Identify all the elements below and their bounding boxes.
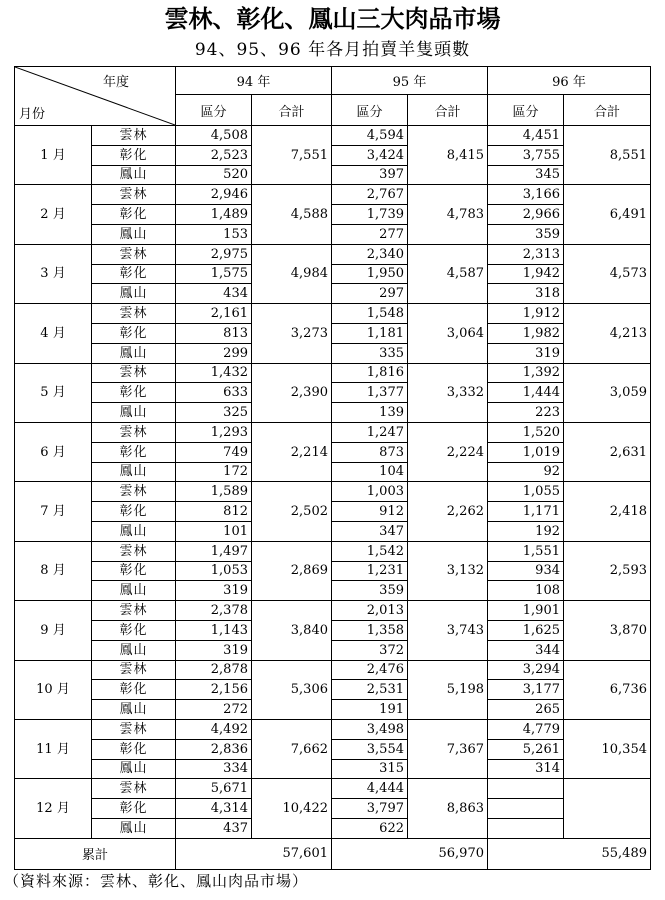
month-label: 6 月 bbox=[15, 422, 92, 481]
region-label: 雲林 bbox=[92, 126, 176, 146]
region-value-96: 223 bbox=[488, 403, 564, 423]
table-row bbox=[15, 126, 651, 146]
region-value-94: 334 bbox=[176, 759, 252, 779]
region-value-95: 191 bbox=[332, 700, 408, 720]
region-value-96: 318 bbox=[488, 284, 564, 304]
region-label: 雲林 bbox=[92, 541, 176, 561]
region-value-96: 1,019 bbox=[488, 442, 564, 462]
month-total-95: 2,262 bbox=[408, 482, 488, 541]
region-value-94: 2,156 bbox=[176, 680, 252, 700]
table-row bbox=[15, 719, 651, 739]
region-value-96 bbox=[488, 818, 564, 838]
table-row bbox=[15, 620, 651, 640]
region-value-94: 2,523 bbox=[176, 145, 252, 165]
table-row bbox=[15, 799, 651, 819]
region-label: 鳳山 bbox=[92, 224, 176, 244]
region-value-95: 2,531 bbox=[332, 680, 408, 700]
month-total-94: 7,662 bbox=[252, 719, 332, 778]
region-label: 鳳山 bbox=[92, 462, 176, 482]
region-label: 鳳山 bbox=[92, 640, 176, 660]
region-value-94: 2,946 bbox=[176, 185, 252, 205]
table-row bbox=[15, 205, 651, 225]
region-value-94: 319 bbox=[176, 581, 252, 601]
region-value-94: 1,575 bbox=[176, 264, 252, 284]
region-value-94: 4,492 bbox=[176, 719, 252, 739]
region-value-96: 1,942 bbox=[488, 264, 564, 284]
table-row bbox=[15, 561, 651, 581]
region-value-94: 1,432 bbox=[176, 363, 252, 383]
region-value-96: 1,392 bbox=[488, 363, 564, 383]
region-label: 彰化 bbox=[92, 739, 176, 759]
region-value-95: 1,003 bbox=[332, 482, 408, 502]
month-total-94: 10,422 bbox=[252, 779, 332, 838]
table-row bbox=[15, 165, 651, 185]
col-header-total: 合計 bbox=[408, 95, 488, 126]
table-row bbox=[15, 680, 651, 700]
region-value-95: 622 bbox=[332, 818, 408, 838]
month-total-94: 2,214 bbox=[252, 422, 332, 481]
region-value-95: 139 bbox=[332, 403, 408, 423]
month-total-96: 4,213 bbox=[564, 304, 651, 363]
region-label: 彰化 bbox=[92, 561, 176, 581]
cumulative-96: 55,489 bbox=[488, 838, 651, 869]
month-total-95: 4,587 bbox=[408, 244, 488, 303]
table-row bbox=[15, 779, 651, 799]
region-value-94: 5,671 bbox=[176, 779, 252, 799]
region-label: 雲林 bbox=[92, 304, 176, 324]
region-label: 鳳山 bbox=[92, 403, 176, 423]
region-value-96: 1,444 bbox=[488, 383, 564, 403]
region-value-94: 2,161 bbox=[176, 304, 252, 324]
region-value-96: 1,625 bbox=[488, 620, 564, 640]
region-label: 雲林 bbox=[92, 482, 176, 502]
source-note: （資料來源：雲林、彰化、鳳山肉品市場） bbox=[4, 872, 309, 890]
region-value-94: 1,053 bbox=[176, 561, 252, 581]
region-value-94: 812 bbox=[176, 502, 252, 522]
region-value-94: 1,489 bbox=[176, 205, 252, 225]
month-total-96: 4,573 bbox=[564, 244, 651, 303]
month-total-94: 2,390 bbox=[252, 363, 332, 422]
region-value-96: 265 bbox=[488, 700, 564, 720]
region-value-95: 359 bbox=[332, 581, 408, 601]
region-value-96: 3,294 bbox=[488, 660, 564, 680]
table-row bbox=[15, 521, 651, 541]
region-label: 彰化 bbox=[92, 205, 176, 225]
month-total-94: 5,306 bbox=[252, 660, 332, 719]
region-value-94: 2,975 bbox=[176, 244, 252, 264]
page-subtitle: 94、95、96 年各月拍賣羊隻頭數 bbox=[194, 40, 471, 60]
region-value-96: 1,912 bbox=[488, 304, 564, 324]
region-value-96 bbox=[488, 799, 564, 819]
region-value-95: 397 bbox=[332, 165, 408, 185]
month-total-95: 3,332 bbox=[408, 363, 488, 422]
table-row bbox=[15, 145, 651, 165]
region-label: 鳳山 bbox=[92, 521, 176, 541]
region-value-95: 3,498 bbox=[332, 719, 408, 739]
region-value-96: 4,451 bbox=[488, 126, 564, 146]
region-value-95: 3,797 bbox=[332, 799, 408, 819]
corner-year-label: 年度 bbox=[102, 75, 129, 90]
region-value-95: 1,247 bbox=[332, 422, 408, 442]
month-total-94: 4,984 bbox=[252, 244, 332, 303]
table-row bbox=[15, 601, 651, 621]
region-value-94: 434 bbox=[176, 284, 252, 304]
region-value-95: 2,340 bbox=[332, 244, 408, 264]
month-total-96: 2,593 bbox=[564, 541, 651, 600]
region-value-95: 4,594 bbox=[332, 126, 408, 146]
region-value-94: 520 bbox=[176, 165, 252, 185]
month-total-94: 2,869 bbox=[252, 541, 332, 600]
table-row bbox=[15, 323, 651, 343]
region-value-95: 372 bbox=[332, 640, 408, 660]
table-row bbox=[15, 502, 651, 522]
region-label: 彰化 bbox=[92, 264, 176, 284]
region-value-94: 4,508 bbox=[176, 126, 252, 146]
region-label: 彰化 bbox=[92, 323, 176, 343]
region-label: 鳳山 bbox=[92, 165, 176, 185]
region-value-95: 1,950 bbox=[332, 264, 408, 284]
region-label: 雲林 bbox=[92, 422, 176, 442]
region-value-94: 325 bbox=[176, 403, 252, 423]
month-total-95: 3,132 bbox=[408, 541, 488, 600]
month-total-96: 3,059 bbox=[564, 363, 651, 422]
region-label: 雲林 bbox=[92, 244, 176, 264]
region-value-96: 2,313 bbox=[488, 244, 564, 264]
region-value-94: 437 bbox=[176, 818, 252, 838]
region-value-95: 3,554 bbox=[332, 739, 408, 759]
region-label: 雲林 bbox=[92, 185, 176, 205]
region-value-95: 1,542 bbox=[332, 541, 408, 561]
col-header-region: 區分 bbox=[488, 95, 564, 126]
region-value-96: 5,261 bbox=[488, 739, 564, 759]
month-label: 8 月 bbox=[15, 541, 92, 600]
table-row bbox=[15, 581, 651, 601]
table-row bbox=[15, 185, 651, 205]
region-value-95: 1,358 bbox=[332, 620, 408, 640]
col-header-region: 區分 bbox=[176, 95, 252, 126]
month-total-95: 8,863 bbox=[408, 779, 488, 838]
region-label: 雲林 bbox=[92, 779, 176, 799]
cumulative-label: 累計 bbox=[15, 838, 176, 869]
region-value-94: 813 bbox=[176, 323, 252, 343]
region-label: 鳳山 bbox=[92, 581, 176, 601]
region-label: 雲林 bbox=[92, 601, 176, 621]
month-total-94: 3,840 bbox=[252, 601, 332, 660]
region-value-95: 297 bbox=[332, 284, 408, 304]
table-row bbox=[15, 403, 651, 423]
table-row bbox=[15, 383, 651, 403]
page-title: 雲林、彰化、鳳山三大肉品市場 bbox=[164, 5, 501, 33]
region-value-96 bbox=[488, 779, 564, 799]
table-row bbox=[15, 739, 651, 759]
region-value-94: 172 bbox=[176, 462, 252, 482]
table-row bbox=[15, 462, 651, 482]
table-row bbox=[15, 363, 651, 383]
region-label: 彰化 bbox=[92, 799, 176, 819]
region-value-96: 3,177 bbox=[488, 680, 564, 700]
region-value-96: 359 bbox=[488, 224, 564, 244]
region-value-96: 1,055 bbox=[488, 482, 564, 502]
region-value-95: 335 bbox=[332, 343, 408, 363]
month-total-96: 2,418 bbox=[564, 482, 651, 541]
region-value-96: 3,166 bbox=[488, 185, 564, 205]
region-value-94: 4,314 bbox=[176, 799, 252, 819]
region-value-95: 315 bbox=[332, 759, 408, 779]
region-value-95: 1,739 bbox=[332, 205, 408, 225]
region-value-96: 4,779 bbox=[488, 719, 564, 739]
region-value-95: 1,548 bbox=[332, 304, 408, 324]
region-value-94: 272 bbox=[176, 700, 252, 720]
region-value-95: 277 bbox=[332, 224, 408, 244]
region-value-94: 101 bbox=[176, 521, 252, 541]
month-total-96: 6,491 bbox=[564, 185, 651, 244]
region-value-94: 299 bbox=[176, 343, 252, 363]
table-row bbox=[15, 244, 651, 264]
region-value-95: 873 bbox=[332, 442, 408, 462]
region-value-95: 3,424 bbox=[332, 145, 408, 165]
region-value-96: 934 bbox=[488, 561, 564, 581]
region-value-96: 3,755 bbox=[488, 145, 564, 165]
corner-header bbox=[15, 67, 176, 126]
region-value-94: 2,836 bbox=[176, 739, 252, 759]
region-label: 彰化 bbox=[92, 502, 176, 522]
year-header-94: 94 年 bbox=[176, 67, 332, 95]
region-value-94: 2,378 bbox=[176, 601, 252, 621]
region-value-96: 92 bbox=[488, 462, 564, 482]
region-value-95: 347 bbox=[332, 521, 408, 541]
col-header-total: 合計 bbox=[252, 95, 332, 126]
col-header-region: 區分 bbox=[332, 95, 408, 126]
region-value-94: 749 bbox=[176, 442, 252, 462]
region-label: 彰化 bbox=[92, 442, 176, 462]
region-value-94: 153 bbox=[176, 224, 252, 244]
cumulative-95: 56,970 bbox=[332, 838, 488, 869]
month-total-96: 8,551 bbox=[564, 126, 651, 185]
region-value-96: 1,520 bbox=[488, 422, 564, 442]
month-total-96: 3,870 bbox=[564, 601, 651, 660]
region-label: 彰化 bbox=[92, 145, 176, 165]
year-header-95: 95 年 bbox=[332, 67, 488, 95]
region-label: 彰化 bbox=[92, 620, 176, 640]
month-total-94: 4,588 bbox=[252, 185, 332, 244]
auction-table bbox=[14, 66, 651, 870]
region-label: 鳳山 bbox=[92, 700, 176, 720]
table-row bbox=[15, 422, 651, 442]
table-row bbox=[15, 700, 651, 720]
month-label: 7 月 bbox=[15, 482, 92, 541]
region-value-95: 1,181 bbox=[332, 323, 408, 343]
region-value-96: 2,966 bbox=[488, 205, 564, 225]
year-header-96: 96 年 bbox=[488, 67, 651, 95]
region-value-96: 344 bbox=[488, 640, 564, 660]
region-value-96: 319 bbox=[488, 343, 564, 363]
month-total-95: 2,224 bbox=[408, 422, 488, 481]
table-row bbox=[15, 482, 651, 502]
month-total-96: 10,354 bbox=[564, 719, 651, 778]
table-row bbox=[15, 818, 651, 838]
region-value-96: 108 bbox=[488, 581, 564, 601]
col-header-total: 合計 bbox=[564, 95, 651, 126]
region-label: 鳳山 bbox=[92, 818, 176, 838]
region-label: 鳳山 bbox=[92, 343, 176, 363]
region-value-96: 1,901 bbox=[488, 601, 564, 621]
region-value-96: 1,171 bbox=[488, 502, 564, 522]
table-row bbox=[15, 541, 651, 561]
month-total-95: 7,367 bbox=[408, 719, 488, 778]
month-total-95: 8,415 bbox=[408, 126, 488, 185]
month-total-94: 3,273 bbox=[252, 304, 332, 363]
month-label: 4 月 bbox=[15, 304, 92, 363]
cumulative-row bbox=[15, 838, 651, 869]
table-row bbox=[15, 284, 651, 304]
table-row bbox=[15, 660, 651, 680]
region-value-95: 104 bbox=[332, 462, 408, 482]
region-label: 彰化 bbox=[92, 680, 176, 700]
region-value-95: 1,816 bbox=[332, 363, 408, 383]
region-value-95: 2,476 bbox=[332, 660, 408, 680]
corner-month-label: 月份 bbox=[19, 107, 46, 122]
region-value-94: 1,293 bbox=[176, 422, 252, 442]
region-value-94: 1,143 bbox=[176, 620, 252, 640]
month-label: 9 月 bbox=[15, 601, 92, 660]
region-label: 鳳山 bbox=[92, 284, 176, 304]
month-total-95: 3,064 bbox=[408, 304, 488, 363]
cumulative-94: 57,601 bbox=[176, 838, 332, 869]
month-label: 10 月 bbox=[15, 660, 92, 719]
month-total-96 bbox=[564, 779, 651, 838]
month-label: 5 月 bbox=[15, 363, 92, 422]
region-value-94: 319 bbox=[176, 640, 252, 660]
table-row bbox=[15, 343, 651, 363]
month-total-95: 3,743 bbox=[408, 601, 488, 660]
month-total-95: 4,783 bbox=[408, 185, 488, 244]
region-value-94: 633 bbox=[176, 383, 252, 403]
region-value-95: 1,377 bbox=[332, 383, 408, 403]
table-row bbox=[15, 759, 651, 779]
region-label: 鳳山 bbox=[92, 759, 176, 779]
region-label: 彰化 bbox=[92, 383, 176, 403]
month-label: 12 月 bbox=[15, 779, 92, 838]
region-label: 雲林 bbox=[92, 660, 176, 680]
month-total-94: 7,551 bbox=[252, 126, 332, 185]
month-label: 1 月 bbox=[15, 126, 92, 185]
table-row bbox=[15, 304, 651, 324]
table-row bbox=[15, 224, 651, 244]
month-label: 2 月 bbox=[15, 185, 92, 244]
month-total-96: 2,631 bbox=[564, 422, 651, 481]
region-value-94: 1,589 bbox=[176, 482, 252, 502]
region-value-96: 1,551 bbox=[488, 541, 564, 561]
region-value-94: 2,878 bbox=[176, 660, 252, 680]
region-value-96: 345 bbox=[488, 165, 564, 185]
table-row bbox=[15, 640, 651, 660]
table-row bbox=[15, 442, 651, 462]
region-value-96: 314 bbox=[488, 759, 564, 779]
table-row bbox=[15, 264, 651, 284]
region-value-95: 1,231 bbox=[332, 561, 408, 581]
month-total-94: 2,502 bbox=[252, 482, 332, 541]
month-total-96: 6,736 bbox=[564, 660, 651, 719]
month-total-95: 5,198 bbox=[408, 660, 488, 719]
month-label: 11 月 bbox=[15, 719, 92, 778]
region-value-96: 1,982 bbox=[488, 323, 564, 343]
region-value-95: 912 bbox=[332, 502, 408, 522]
region-label: 雲林 bbox=[92, 363, 176, 383]
region-value-95: 4,444 bbox=[332, 779, 408, 799]
region-value-95: 2,013 bbox=[332, 601, 408, 621]
table-body bbox=[15, 126, 651, 839]
month-label: 3 月 bbox=[15, 244, 92, 303]
region-label: 雲林 bbox=[92, 719, 176, 739]
region-value-94: 1,497 bbox=[176, 541, 252, 561]
region-value-95: 2,767 bbox=[332, 185, 408, 205]
region-value-96: 192 bbox=[488, 521, 564, 541]
